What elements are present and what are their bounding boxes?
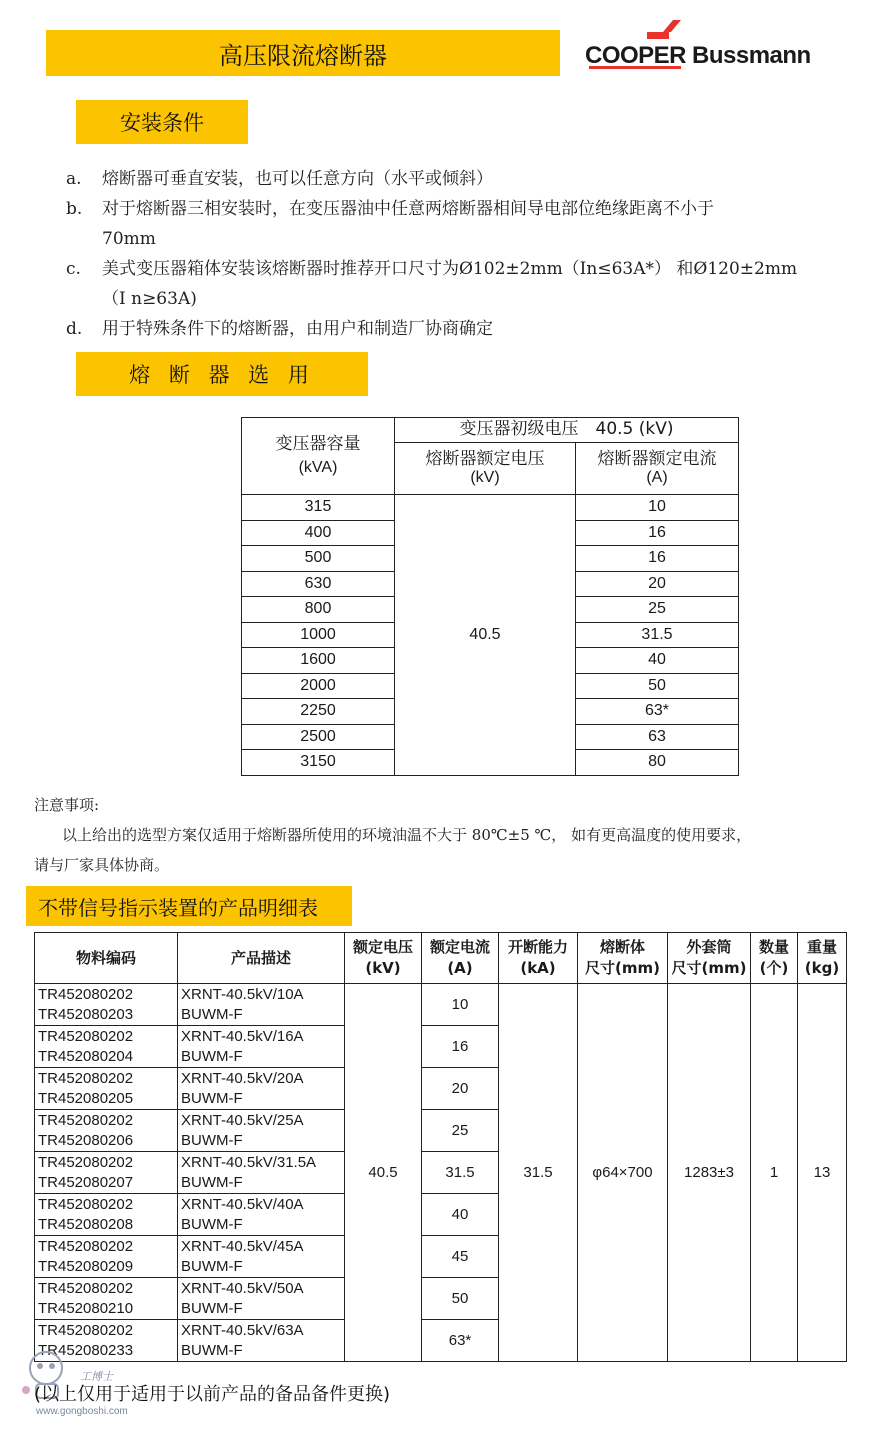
- current-cell: 10: [422, 984, 499, 1026]
- products-header-row: [35, 933, 847, 984]
- desc-cell: [178, 1026, 345, 1068]
- code-line-2: TR452080208: [38, 1215, 134, 1233]
- code-cell: [35, 1068, 178, 1110]
- current-header: [422, 933, 499, 984]
- current-cell: 50: [422, 1278, 499, 1320]
- code-line-1: TR452080202: [38, 1237, 134, 1255]
- rated-voltage-header-l2: (kV): [470, 469, 500, 487]
- install-item-text-cont: （I n≥63A): [102, 289, 197, 309]
- code-line-2: TR452080203: [38, 1005, 134, 1023]
- breaking-header-l2: (kA): [520, 959, 556, 977]
- code-line-2: TR452080205: [38, 1089, 134, 1107]
- desc-line-2: BUWM-F: [181, 1089, 243, 1107]
- logo-bussmann: Bussmann: [692, 42, 811, 69]
- code-line-1: TR452080202: [38, 1069, 134, 1087]
- code-line-2: TR452080210: [38, 1299, 134, 1317]
- shared-voltage-cell: 40.5: [345, 984, 422, 1362]
- watermark-brand: 工博士: [80, 1370, 113, 1383]
- capacity-header-l1: 变压器容量: [275, 434, 361, 455]
- desc-line-2: BUWM-F: [181, 1005, 243, 1023]
- rated-current-header-l2: (A): [646, 469, 668, 487]
- capacity-header: [242, 418, 395, 495]
- shared-qty-cell: 1: [751, 984, 798, 1362]
- current-cell: 63*: [576, 699, 739, 725]
- install-item-d: [66, 314, 493, 344]
- current-cell: 40: [576, 648, 739, 674]
- desc-cell: [178, 1110, 345, 1152]
- sleeve-size-header-l1: 外套筒: [686, 938, 732, 956]
- current-cell: 31.5: [576, 622, 739, 648]
- section-install-title-text: 安装条件: [120, 111, 204, 135]
- install-item-text: 美式变压器箱体安装该熔断器时推荐开口尺寸为Ø102±2mm（In≤63A*） 和Ø120±2mm: [102, 259, 798, 279]
- section-products-title: [26, 886, 352, 926]
- page-title-text: 高压限流熔断器: [219, 41, 387, 70]
- body-size-header: [578, 933, 668, 984]
- current-cell: 40: [422, 1194, 499, 1236]
- products-table: [34, 932, 847, 1362]
- install-item-c: [66, 254, 797, 314]
- sleeve-size-header: [668, 933, 751, 984]
- install-item-b: [66, 194, 714, 254]
- code-line-2: TR452080233: [38, 1341, 134, 1359]
- desc-cell: [178, 1194, 345, 1236]
- body-size-header-l1: 熔断体: [599, 938, 645, 956]
- install-item-text: 熔断器可垂直安装，也可以任意方向（水平或倾斜）: [102, 169, 493, 189]
- current-cell: 25: [422, 1110, 499, 1152]
- code-cell: [35, 1110, 178, 1152]
- shared-sleeve-size-cell: 1283±3: [668, 984, 751, 1362]
- capacity-cell: 800: [242, 597, 395, 623]
- desc-line-2: BUWM-F: [181, 1299, 243, 1317]
- current-cell: 63: [576, 724, 739, 750]
- qty-header: [751, 933, 798, 984]
- rated-current-header: [576, 443, 739, 495]
- qty-header-l1: 数量: [758, 938, 789, 956]
- body-size-header-l2: 尺寸(mm): [585, 959, 660, 977]
- selection-table: [241, 417, 739, 776]
- breaking-header: [499, 933, 578, 984]
- selection-table-header-row: [242, 418, 739, 443]
- current-cell: 31.5: [422, 1152, 499, 1194]
- current-header-l1: 额定电流: [429, 938, 490, 956]
- desc-line-2: BUWM-F: [181, 1047, 243, 1065]
- voltage-header-l2: (kV): [365, 959, 401, 977]
- code-line-2: TR452080209: [38, 1257, 134, 1275]
- install-item-letter: b.: [66, 199, 83, 219]
- code-line-2: TR452080206: [38, 1131, 134, 1149]
- desc-cell: [178, 1236, 345, 1278]
- current-cell: 16: [576, 546, 739, 572]
- page-title: [46, 30, 560, 76]
- install-item-text: 用于特殊条件下的熔断器，由用户和制造厂协商确定: [102, 319, 493, 339]
- desc-header: 产品描述: [178, 933, 345, 984]
- capacity-cell: 400: [242, 520, 395, 546]
- install-item-a: [66, 164, 493, 194]
- desc-cell: [178, 1278, 345, 1320]
- weight-header-l1: 重量: [806, 938, 837, 956]
- code-cell: [35, 984, 178, 1026]
- desc-line-1: XRNT-40.5kV/50A: [181, 1279, 304, 1297]
- qty-header-l2: (个): [759, 959, 789, 977]
- desc-line-1: XRNT-40.5kV/20A: [181, 1069, 304, 1087]
- capacity-cell: 2000: [242, 673, 395, 699]
- desc-line-2: BUWM-F: [181, 1131, 243, 1149]
- shared-breaking-cell: 31.5: [499, 984, 578, 1362]
- desc-line-1: XRNT-40.5kV/63A: [181, 1321, 304, 1339]
- current-cell: 16: [576, 520, 739, 546]
- footer-note: (以上仅用于适用于以前产品的备品备件更换): [34, 1384, 391, 1405]
- capacity-cell: 315: [242, 495, 395, 521]
- current-cell: 50: [576, 673, 739, 699]
- table-row: [242, 495, 739, 521]
- current-header-l2: (A): [447, 959, 473, 977]
- capacity-cell: 2500: [242, 724, 395, 750]
- code-cell: [35, 1026, 178, 1068]
- rated-voltage-header: [395, 443, 576, 495]
- capacity-cell: 1600: [242, 648, 395, 674]
- weight-header-l2: (kg): [804, 959, 840, 977]
- code-line-1: TR452080202: [38, 1153, 134, 1171]
- voltage-header: [345, 933, 422, 984]
- notes-line-1: 以上给出的选型方案仅适用于熔断器所使用的环境油温不大于 80℃±5 ℃， 如有更高温度的使用要求，: [62, 826, 752, 844]
- section-select-title-text: 熔 断 器 选 用: [129, 363, 315, 387]
- logo-cooper: COOPER: [585, 42, 687, 69]
- desc-cell: [178, 1152, 345, 1194]
- rated-current-header-l1: 熔断器额定电流: [597, 448, 717, 469]
- cooper-bussmann-logo: [585, 18, 815, 74]
- install-item-text-cont: 70mm: [102, 229, 156, 249]
- current-cell: 10: [576, 495, 739, 521]
- code-line-1: TR452080202: [38, 1027, 134, 1045]
- desc-cell: [178, 1320, 345, 1362]
- code-line-1: TR452080202: [38, 985, 134, 1003]
- code-line-1: TR452080202: [38, 1279, 134, 1297]
- section-products-title-text: 不带信号指示装置的产品明细表: [38, 895, 318, 920]
- current-cell: 45: [422, 1236, 499, 1278]
- current-cell: 80: [576, 750, 739, 776]
- table-row: [35, 984, 847, 1026]
- shared-body-size-cell: φ64×700: [578, 984, 668, 1362]
- desc-line-1: XRNT-40.5kV/25A: [181, 1111, 304, 1129]
- code-line-1: TR452080202: [38, 1111, 134, 1129]
- desc-line-2: BUWM-F: [181, 1215, 243, 1233]
- section-install-title: [76, 100, 248, 144]
- current-cell: 16: [422, 1026, 499, 1068]
- desc-line-2: BUWM-F: [181, 1173, 243, 1191]
- code-line-2: TR452080204: [38, 1047, 134, 1065]
- desc-cell: [178, 984, 345, 1026]
- notes-label: 注意事项:: [34, 796, 100, 814]
- desc-line-1: XRNT-40.5kV/10A: [181, 985, 304, 1003]
- desc-line-2: BUWM-F: [181, 1257, 243, 1275]
- current-cell: 63*: [422, 1320, 499, 1362]
- voltage-cell: 40.5: [395, 495, 576, 776]
- watermark-site: www.gongboshi.com: [36, 1406, 128, 1417]
- capacity-header-l2: (kVA): [298, 458, 338, 476]
- primary-voltage-header: 变压器初级电压 40.5 (kV): [395, 418, 739, 443]
- sleeve-size-header-l2: 尺寸(mm): [671, 959, 747, 977]
- install-item-text: 对于熔断器三相安装时，在变压器油中任意两熔断器相间导电部位绝缘距离不小于: [102, 199, 714, 219]
- current-cell: 20: [422, 1068, 499, 1110]
- current-cell: 20: [576, 571, 739, 597]
- install-item-letter: a.: [66, 169, 82, 189]
- code-cell: [35, 1236, 178, 1278]
- code-line-2: TR452080207: [38, 1173, 134, 1191]
- code-cell: [35, 1152, 178, 1194]
- capacity-cell: 2250: [242, 699, 395, 725]
- desc-line-1: XRNT-40.5kV/40A: [181, 1195, 304, 1213]
- code-cell: [35, 1194, 178, 1236]
- section-select-title: [76, 352, 368, 396]
- code-line-1: TR452080202: [38, 1195, 134, 1213]
- logo-text: [585, 42, 811, 70]
- install-item-letter: c.: [66, 259, 81, 279]
- capacity-cell: 500: [242, 546, 395, 572]
- capacity-cell: 630: [242, 571, 395, 597]
- capacity-cell: 3150: [242, 750, 395, 776]
- voltage-header-l1: 额定电压: [352, 938, 413, 956]
- shared-weight-cell: 13: [798, 984, 847, 1362]
- desc-line-2: BUWM-F: [181, 1341, 243, 1359]
- code-line-1: TR452080202: [38, 1321, 134, 1339]
- code-header: 物料编码: [35, 933, 178, 984]
- notes-line-2: 请与厂家具体协商。: [34, 856, 170, 874]
- weight-header: [798, 933, 847, 984]
- desc-cell: [178, 1068, 345, 1110]
- desc-line-1: XRNT-40.5kV/45A: [181, 1237, 304, 1255]
- code-cell: [35, 1278, 178, 1320]
- rated-voltage-header-l1: 熔断器额定电压: [425, 448, 545, 469]
- current-cell: 25: [576, 597, 739, 623]
- capacity-cell: 1000: [242, 622, 395, 648]
- desc-line-1: XRNT-40.5kV/16A: [181, 1027, 304, 1045]
- breaking-header-l1: 开断能力: [507, 938, 568, 956]
- desc-line-1: XRNT-40.5kV/31.5A: [181, 1153, 317, 1171]
- install-item-letter: d.: [66, 319, 83, 339]
